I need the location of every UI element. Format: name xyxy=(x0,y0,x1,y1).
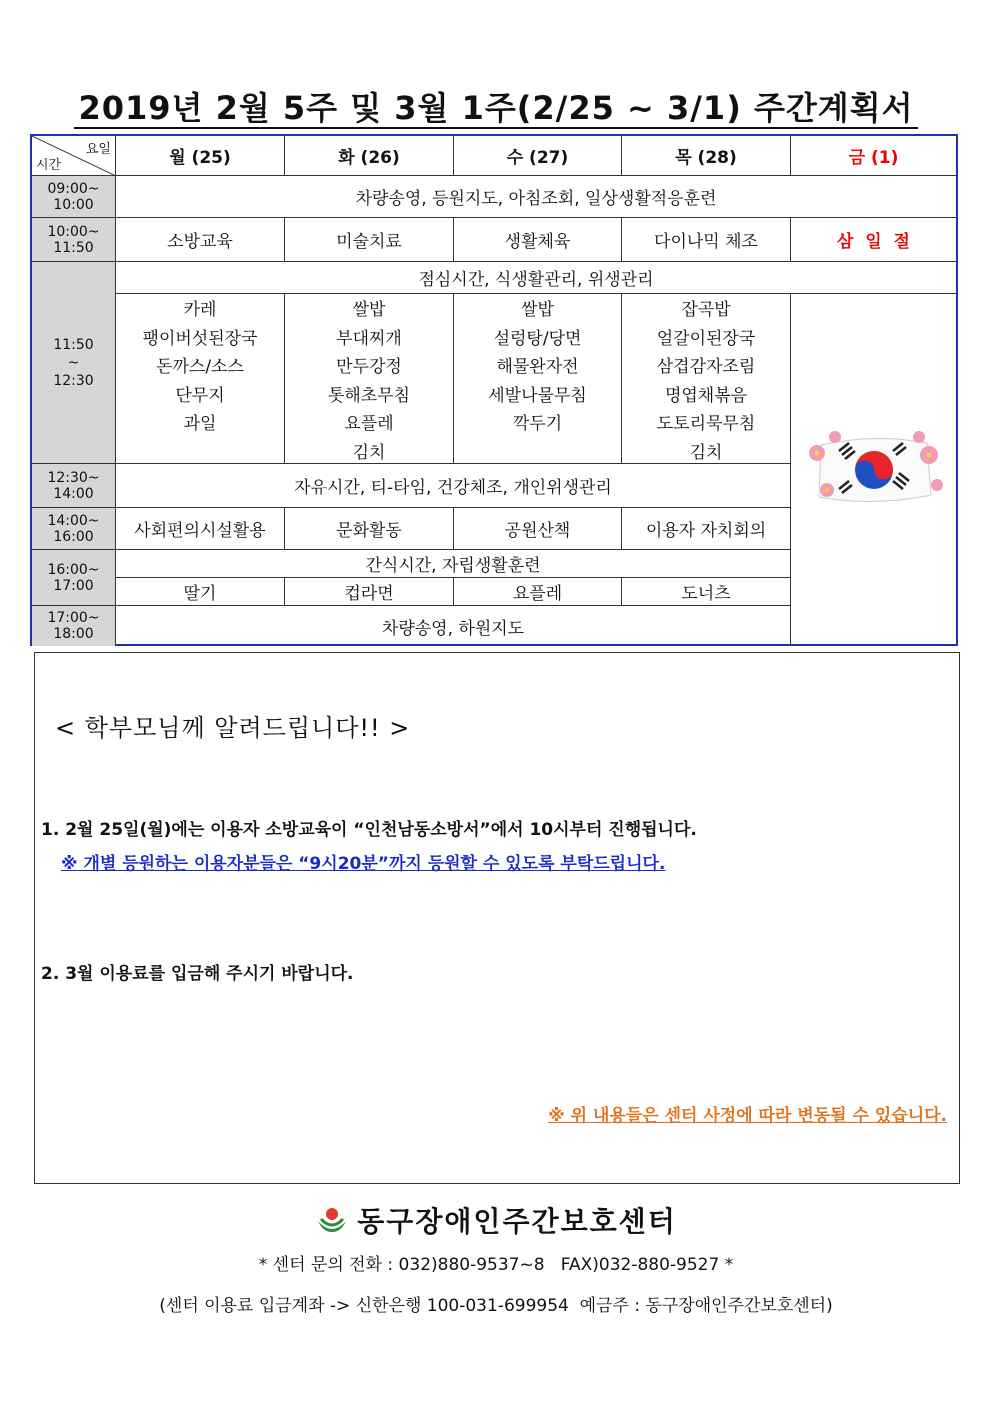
menu-item: 단무지 xyxy=(175,385,225,406)
notice-item-2: 2. 3월 이용료를 입금해 주시기 바랍니다. xyxy=(41,964,354,984)
corner-time-label: 시간 xyxy=(36,158,62,173)
time-slot-4 xyxy=(32,464,116,508)
time-text: 12:30~ xyxy=(47,469,100,486)
time-text: 14:00~ xyxy=(47,512,100,529)
menu-item: 설렁탕/당면 xyxy=(493,328,582,349)
snack-tue: 컵라면 xyxy=(285,578,454,606)
menu-item: 쌀밥 xyxy=(352,300,386,320)
center-name xyxy=(0,1200,992,1240)
row-evening: 차량송영, 하원지도 xyxy=(116,606,791,646)
time-text: 12:30 xyxy=(53,372,94,389)
menu-item: 명엽채볶음 xyxy=(664,385,748,406)
menu-item: 팽이버섯된장국 xyxy=(142,328,258,349)
activity-tue: 미술치료 xyxy=(285,218,454,262)
menu-item: 돈까스/소스 xyxy=(156,357,244,377)
menu-item: 쌀밥 xyxy=(521,300,554,320)
time-slot-3 xyxy=(32,262,116,464)
menu-item: 카레 xyxy=(183,300,217,320)
menu-item: 과일 xyxy=(183,414,217,434)
lunch-header: 점심시간, 식생활관리, 위생관리 xyxy=(116,262,956,294)
snack-mon: 딸기 xyxy=(116,578,285,606)
notice-item-1-note: ※ 개별 등원하는 이용자분들은 “9시20분”까지 등원할 수 있도록 부탁드립니다. xyxy=(61,854,666,874)
day-header-tue: 화 (26) xyxy=(285,136,454,176)
menu-item: 도토리묵무침 xyxy=(656,414,756,434)
holiday-label: 삼 일 절 xyxy=(791,218,956,262)
notice-footnote: ※ 위 내용들은 센터 사정에 따라 변동될 수 있습니다. xyxy=(548,1106,947,1126)
time-text: 09:00~ xyxy=(47,180,100,197)
activity-mon: 소방교육 xyxy=(116,218,285,262)
time-slot-5 xyxy=(32,508,116,550)
menu-item: 잡곡밥 xyxy=(681,300,731,320)
time-text: 10:00 xyxy=(53,196,94,213)
time-text: 11:50 xyxy=(53,336,94,353)
time-slot-2 xyxy=(32,218,116,262)
time-slot-6 xyxy=(32,550,116,606)
bank-account: (센터 이용료 입금계좌 -> 신한은행 100-031-699954 예금주 : 동구장애인주간보호센터) xyxy=(159,1296,833,1316)
menu-item: 부대찌개 xyxy=(336,328,402,349)
time-slot-7 xyxy=(32,606,116,646)
notice-item-1: 1. 2월 25일(월)에는 이용자 소방교육이 “인천남동소방서”에서 10시부터 진행됩니다. xyxy=(41,820,697,840)
menu-item: 김치 xyxy=(352,442,386,463)
time-text: 16:00~ xyxy=(47,561,100,578)
snack-header: 간식시간, 자립생활훈련 xyxy=(116,550,791,578)
menu-item: 만두강정 xyxy=(336,357,402,377)
corner-cell xyxy=(32,136,116,176)
time-text: 16:00 xyxy=(53,528,94,545)
page-title: 2019년 2월 5주 및 3월 1주(2/25 ~ 3/1) 주간계획서 xyxy=(0,88,992,128)
program-thu: 이용자 자치회의 xyxy=(622,508,791,550)
notice-heading: < 학부모님께 알려드립니다!! > xyxy=(55,714,411,742)
time-text: 17:00~ xyxy=(47,610,100,626)
contact-phone: * 센터 문의 전화 : 032)880-9537~8 FAX)032-880-9527 * xyxy=(258,1255,734,1275)
time-text: 14:00 xyxy=(53,485,94,502)
center-logo-icon xyxy=(315,1205,349,1235)
menu-item: 깍두기 xyxy=(512,414,563,434)
menu-item: 얼갈이된장국 xyxy=(656,328,756,349)
day-header-fri: 금 (1) xyxy=(791,136,956,176)
program-mon: 사회편의시설활용 xyxy=(116,508,285,550)
activity-thu: 다이나믹 체조 xyxy=(622,218,791,262)
time-slot-1 xyxy=(32,176,116,218)
program-tue: 문화활동 xyxy=(285,508,454,550)
program-wed: 공원산책 xyxy=(454,508,622,550)
menu-item: 해물완자전 xyxy=(496,357,579,377)
corner-day-label: 요일 xyxy=(85,142,111,157)
menu-item: 삼겹감자조림 xyxy=(656,357,756,377)
menu-item: 세발나물무침 xyxy=(488,385,587,406)
activity-wed: 생활체육 xyxy=(454,218,622,262)
menu-item: 김치 xyxy=(689,442,723,463)
menu-item: 톳해초무침 xyxy=(327,385,411,406)
time-text: ~ xyxy=(67,354,80,371)
korean-flag-icon xyxy=(799,425,949,515)
time-text: 17:00 xyxy=(53,577,94,594)
menu-mon xyxy=(116,294,285,464)
menu-tue xyxy=(285,294,454,464)
snack-wed: 요플레 xyxy=(454,578,622,606)
notice-box xyxy=(34,652,960,1184)
schedule-table xyxy=(30,134,958,646)
time-text: 11:50 xyxy=(53,239,94,256)
center-name-text: 동구장애인주간보호센터 xyxy=(357,1205,677,1238)
time-text: 18:00 xyxy=(53,626,94,642)
menu-wed xyxy=(454,294,622,464)
menu-item: 요플레 xyxy=(344,414,394,434)
holiday-block xyxy=(791,294,956,646)
day-header-mon: 월 (25) xyxy=(116,136,285,176)
row-morning: 차량송영, 등원지도, 아침조회, 일상생활적응훈련 xyxy=(116,176,956,218)
menu-thu xyxy=(622,294,791,464)
day-header-thu: 목 (28) xyxy=(622,136,791,176)
time-text: 10:00~ xyxy=(47,223,100,240)
day-header-wed: 수 (27) xyxy=(454,136,622,176)
snack-thu: 도너츠 xyxy=(622,578,791,606)
row-afternoon: 자유시간, 티-타임, 건강체조, 개인위생관리 xyxy=(116,464,791,508)
